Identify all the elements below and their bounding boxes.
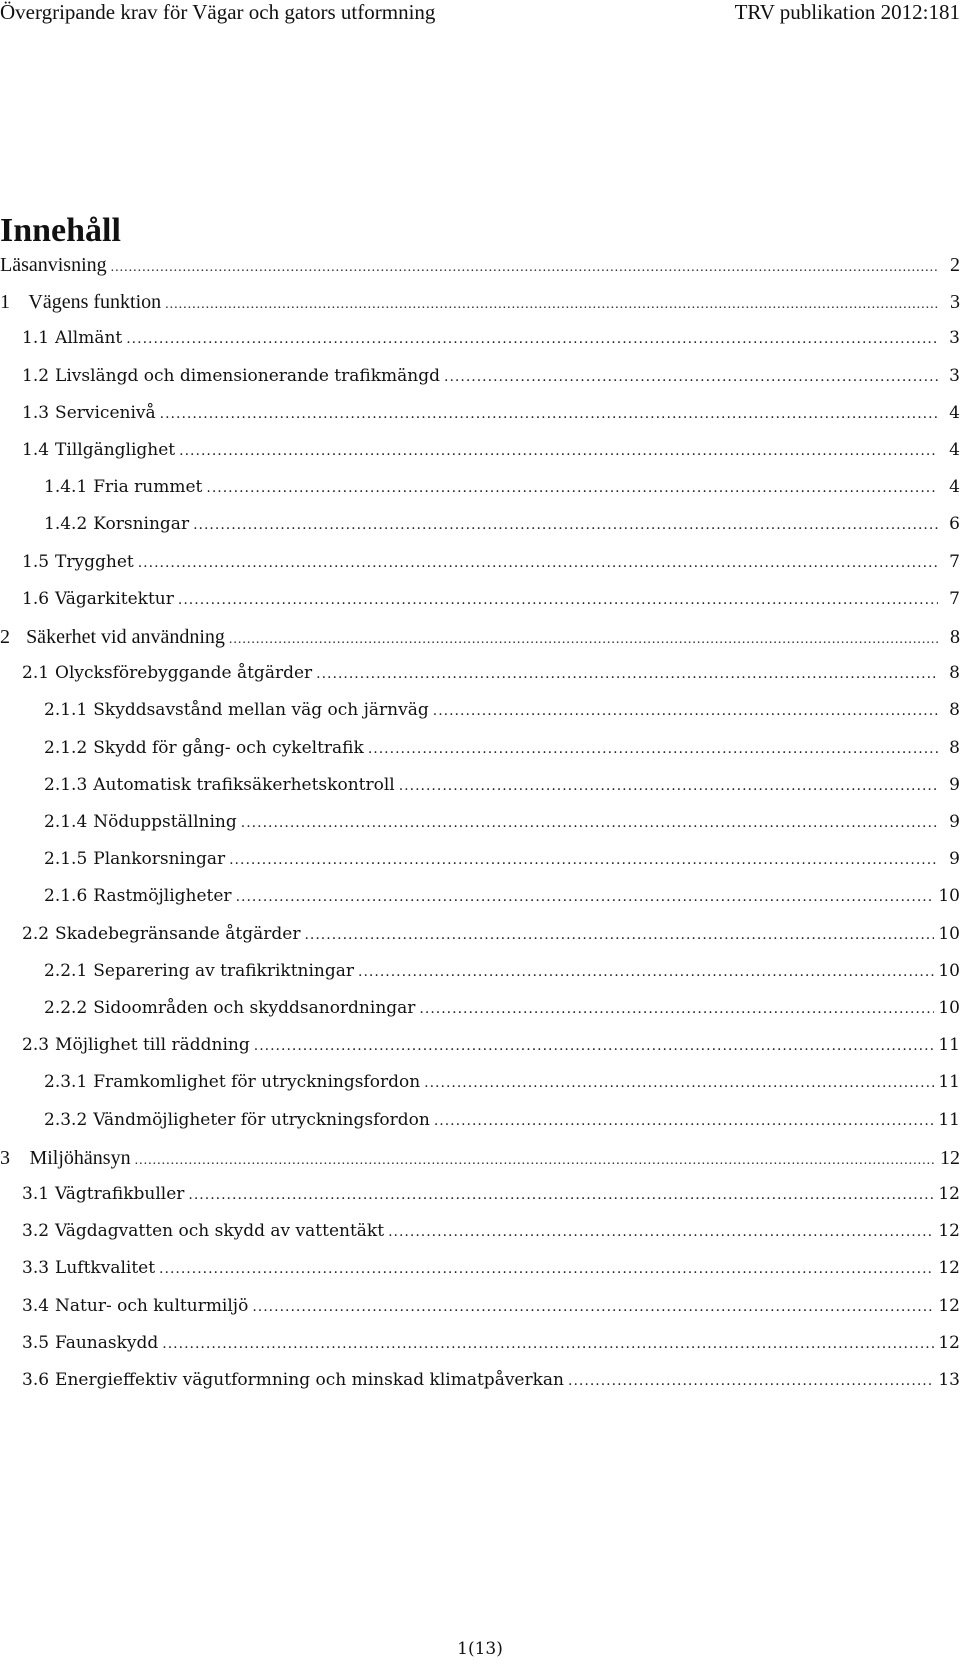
toc-entry-title: Energieffektiv vägutformning och minskad klimatpåverkan — [55, 1370, 565, 1390]
toc-entry-title: Vägens funktion — [28, 291, 162, 314]
toc-entry[interactable] — [0, 1258, 960, 1288]
page-header — [0, 0, 960, 32]
toc-entry[interactable] — [0, 552, 960, 582]
toc-entry-number: 2.1.4 — [44, 812, 88, 832]
toc-entry-page-number: 9 — [949, 849, 960, 870]
toc-entry-page-number: 9 — [949, 812, 960, 832]
toc-entry-page-number: 12 — [940, 1146, 960, 1169]
toc-entry-number: 1.2 — [22, 365, 50, 386]
toc-entry-number: 2.3.1 — [44, 1072, 88, 1093]
header-document-title: Övergripande krav för Vägar och gators utformning — [0, 0, 436, 24]
toc-dot-leader — [193, 514, 938, 534]
toc-dot-leader — [165, 291, 938, 314]
toc-entry-number: 3.1 — [22, 1184, 50, 1204]
toc-dot-leader — [419, 998, 934, 1018]
toc-entry[interactable] — [0, 366, 960, 396]
toc-dot-leader — [126, 328, 938, 348]
toc-dot-leader — [178, 589, 938, 609]
toc-dot-leader — [159, 1258, 934, 1278]
toc-entry-page-number: 10 — [938, 886, 960, 907]
toc-entry-number: 1 — [0, 291, 10, 314]
toc-entry-page-number: 3 — [949, 328, 960, 349]
toc-heading: Innehåll — [0, 212, 121, 249]
toc-entry[interactable] — [0, 1370, 960, 1400]
toc-entry-page-number: 11 — [938, 1035, 960, 1056]
toc-entry[interactable] — [0, 700, 960, 730]
toc-dot-leader — [399, 775, 938, 795]
toc-dot-leader — [229, 849, 938, 869]
toc-dot-leader — [229, 626, 938, 649]
toc-entry-page-number: 6 — [949, 514, 960, 535]
toc-entry-number: 2.1.6 — [44, 886, 88, 907]
toc-entry-title: Fria rummet — [93, 477, 203, 498]
toc-entry-page-number: 4 — [949, 477, 960, 498]
toc-entry[interactable] — [0, 924, 960, 954]
toc-entry-page-number: 11 — [938, 1072, 960, 1093]
toc-dot-leader — [162, 1333, 934, 1353]
toc-entry-title: Allmänt — [55, 328, 123, 349]
toc-entry-page-number: 10 — [938, 960, 960, 981]
toc-entry-number: 3.5 — [22, 1332, 50, 1353]
toc-entry-number: 3.2 — [22, 1221, 50, 1242]
toc-dot-leader — [236, 886, 935, 906]
toc-dot-leader — [424, 1072, 934, 1092]
toc-entry[interactable] — [0, 403, 960, 433]
toc-entry[interactable] — [0, 514, 960, 544]
toc-entry-page-number: 4 — [949, 402, 960, 423]
toc-dot-leader — [358, 961, 934, 981]
toc-entry-title: Tillgänglighet — [55, 440, 176, 460]
toc-dot-leader — [444, 366, 938, 386]
toc-entry-number: 1.5 — [22, 551, 50, 572]
toc-dot-leader — [388, 1221, 934, 1241]
toc-entry[interactable] — [0, 663, 960, 693]
toc-dot-leader — [252, 1296, 934, 1316]
toc-entry-title: Skydd för gång- och cykeltrafik — [93, 737, 364, 758]
toc-entry[interactable] — [0, 328, 960, 358]
toc-entry-title: Vägtrafikbuller — [55, 1184, 185, 1204]
toc-entry[interactable] — [0, 1184, 960, 1214]
toc-entry-number: 2.1 — [22, 663, 50, 684]
toc-entry-number: 2.3 — [22, 1035, 50, 1056]
toc-entry[interactable] — [0, 626, 960, 656]
toc-entry[interactable] — [0, 775, 960, 805]
toc-entry-title: Vägdagvatten och skydd av vattentäkt — [55, 1221, 385, 1242]
toc-entry-page-number: 9 — [949, 774, 960, 795]
toc-entry[interactable] — [0, 440, 960, 470]
toc-entry-title: Skyddsavstånd mellan väg och järnväg — [93, 700, 429, 721]
toc-entry-page-number: 11 — [938, 1109, 960, 1130]
toc-entry-number: 1.4 — [22, 440, 50, 460]
toc-dot-leader — [316, 663, 938, 683]
toc-entry-page-number: 3 — [950, 291, 960, 314]
toc-entry[interactable] — [0, 1333, 960, 1363]
toc-entry[interactable] — [0, 1221, 960, 1251]
toc-entry-page-number: 12 — [938, 1332, 960, 1353]
toc-dot-leader — [434, 1110, 935, 1130]
toc-entry-number: 2.2.1 — [44, 960, 88, 981]
toc-entry-title: Skadebegränsande åtgärder — [55, 923, 301, 944]
toc-dot-leader — [568, 1370, 934, 1390]
toc-entry-title: Automatisk trafiksäkerhetskontroll — [93, 774, 395, 795]
toc-entry-title: Livslängd och dimensionerande trafikmängd — [55, 365, 441, 386]
toc-entry-number: 2 — [0, 626, 10, 648]
toc-entry-title: Sidoområden och skyddsanordningar — [93, 998, 416, 1018]
toc-entry-title: Luftkvalitet — [55, 1258, 156, 1279]
toc-entry-number: 2.3.2 — [44, 1109, 88, 1130]
toc-entry-number: 2.2.2 — [44, 998, 88, 1018]
toc-entry-page-number: 13 — [938, 1370, 960, 1390]
toc-entry-number: 1.6 — [22, 588, 50, 609]
toc-entry[interactable] — [0, 1296, 960, 1326]
toc-dot-leader — [188, 1184, 934, 1204]
toc-dot-leader — [138, 552, 938, 572]
toc-entry[interactable] — [0, 738, 960, 768]
toc-entry[interactable] — [0, 812, 960, 842]
toc-entry-page-number: 8 — [949, 663, 960, 684]
toc-entry[interactable] — [0, 1110, 960, 1140]
toc-entry-page-number: 7 — [949, 551, 960, 572]
toc-entry-page-number: 8 — [950, 626, 960, 648]
toc-dot-leader — [179, 440, 938, 460]
toc-entry[interactable] — [0, 998, 960, 1028]
toc-entry-title: Framkomlighet för utryckningsfordon — [93, 1072, 421, 1093]
toc-dot-leader — [433, 700, 938, 720]
toc-entry[interactable] — [0, 1147, 960, 1177]
toc-entry-title: Miljöhänsyn — [29, 1146, 131, 1169]
toc-entry-title: Faunaskydd — [55, 1332, 159, 1353]
toc-entry-page-number: 12 — [938, 1295, 960, 1316]
toc-entry-page-number: 2 — [950, 254, 960, 276]
toc-entry-title: Olycksförebyggande åtgärder — [55, 663, 313, 684]
toc-entry-number: 1.4.1 — [44, 477, 88, 498]
toc-entry-number: 1.1 — [22, 328, 50, 349]
toc-dot-leader — [160, 403, 938, 423]
toc-entry[interactable] — [0, 254, 960, 284]
toc-entry[interactable] — [0, 849, 960, 879]
toc-entry-number: 2.2 — [22, 923, 50, 944]
toc-entry-number: 2.1.2 — [44, 737, 88, 758]
toc-entry-title: Möjlighet till räddning — [55, 1035, 250, 1056]
toc-entry-title: Plankorsningar — [93, 849, 226, 870]
toc-entry[interactable] — [0, 1072, 960, 1102]
toc-dot-leader — [206, 477, 938, 497]
toc-entry-page-number: 7 — [949, 588, 960, 609]
toc-entry-title: Natur- och kulturmiljö — [55, 1295, 249, 1316]
toc-entry[interactable] — [0, 477, 960, 507]
toc-entry-title: Vändmöjligheter för utryckningsfordon — [93, 1109, 430, 1130]
toc-dot-leader — [254, 1035, 935, 1055]
toc-entry-title: Rastmöjligheter — [93, 886, 232, 907]
toc-entry-page-number: 4 — [949, 440, 960, 460]
toc-entry-title: Servicenivå — [55, 402, 156, 423]
toc-entry[interactable] — [0, 1035, 960, 1065]
toc-entry-page-number: 10 — [938, 998, 960, 1018]
toc-entry-page-number: 8 — [949, 700, 960, 721]
toc-entry-number: 3 — [0, 1146, 10, 1169]
toc-entry[interactable] — [0, 291, 960, 321]
toc-dot-leader — [241, 812, 938, 832]
toc-entry-number: 1.3 — [22, 402, 50, 423]
toc-entry-title: Säkerhet vid användning — [26, 626, 225, 648]
toc-dot-leader — [368, 738, 938, 758]
toc-entry[interactable] — [0, 886, 960, 916]
toc-dot-leader — [111, 254, 938, 277]
toc-entry-title: Läsanvisning — [0, 254, 107, 276]
toc-entry-title: Nöduppställning — [93, 812, 237, 832]
toc-entry-page-number: 8 — [949, 737, 960, 758]
toc-dot-leader — [304, 924, 934, 944]
header-publication-id: TRV publikation 2012:181 — [734, 0, 960, 24]
toc-entry-number: 1.4.2 — [44, 514, 88, 535]
toc-entry-number: 2.1.1 — [44, 700, 88, 721]
toc-entry-number: 2.1.5 — [44, 849, 88, 870]
toc-dot-leader — [135, 1147, 936, 1170]
toc-entry-title: Vägarkitektur — [55, 588, 174, 609]
toc-entry-number: 3.4 — [22, 1295, 50, 1316]
toc-entry-number: 3.3 — [22, 1258, 50, 1279]
toc-entry-number: 2.1.3 — [44, 774, 88, 795]
toc-entry-page-number: 12 — [938, 1221, 960, 1242]
toc-entry-title: Trygghet — [55, 551, 134, 572]
toc-entry-title: Separering av trafikriktningar — [93, 960, 355, 981]
toc-entry-page-number: 3 — [949, 365, 960, 386]
toc-entry-number: 3.6 — [22, 1370, 50, 1390]
toc-entry-page-number: 12 — [938, 1184, 960, 1204]
toc-entry[interactable] — [0, 589, 960, 619]
page-footer-number: 1(13) — [457, 1639, 503, 1659]
toc-entry[interactable] — [0, 961, 960, 991]
toc-entry-title: Korsningar — [93, 514, 190, 535]
toc-entry-page-number: 10 — [938, 923, 960, 944]
toc-entry-page-number: 12 — [938, 1258, 960, 1279]
